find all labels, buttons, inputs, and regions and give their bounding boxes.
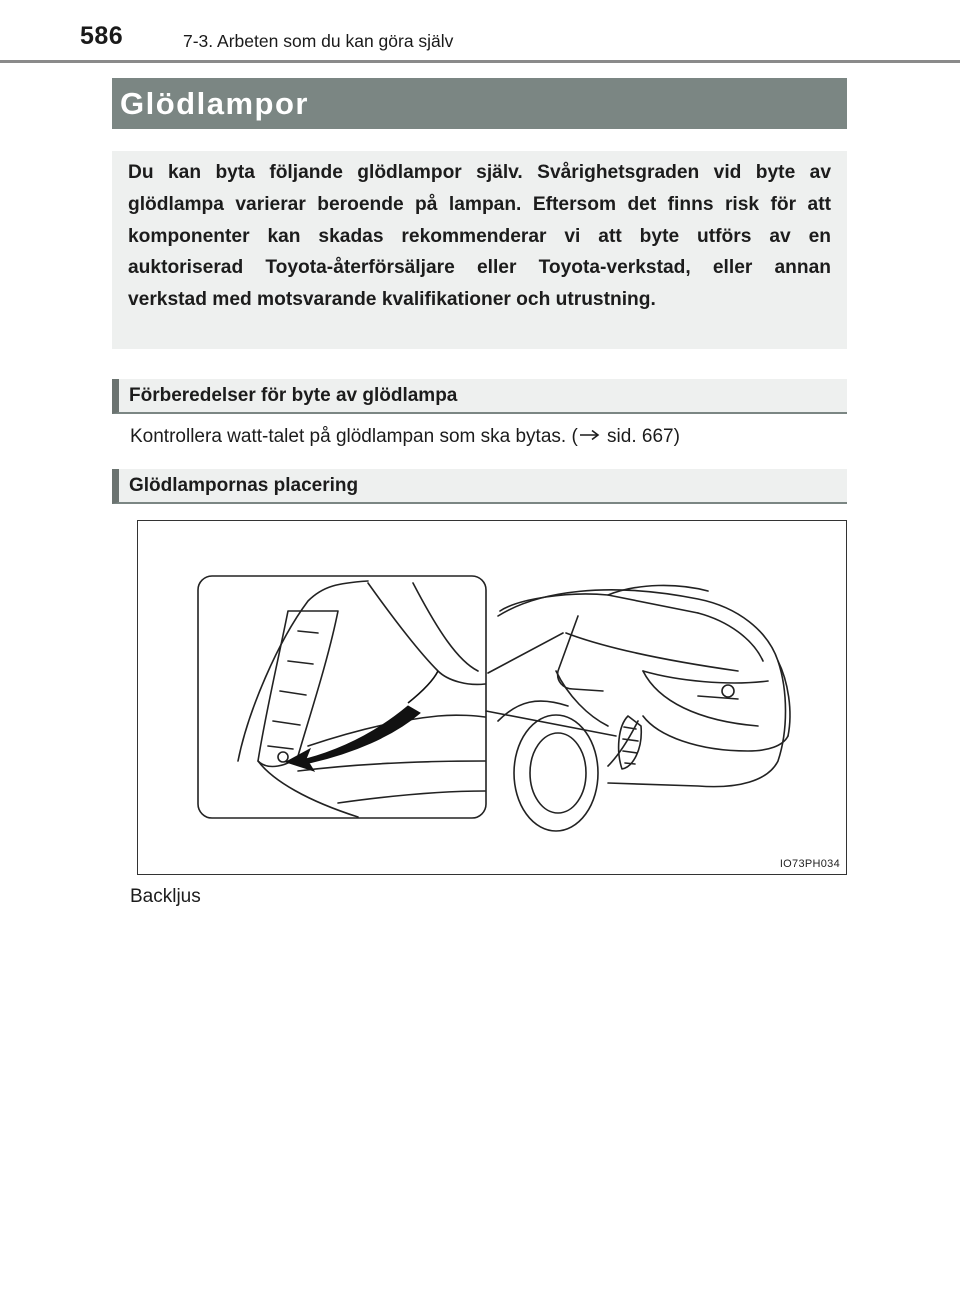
section-path: 7-3. Arbeten som du kan göra själv: [183, 31, 454, 51]
page-title: Glödlampor: [120, 85, 309, 121]
section-heading-text: Förberedelser för byte av glödlampa: [129, 384, 458, 406]
car-rear-illustration: [138, 521, 845, 873]
figure-code: IO73PH034: [779, 858, 840, 870]
intro-text: Du kan byta följande glödlampor själv. Svårighetsgraden vid byte av glödlampa varierar beroende på lampan. Eftersom det finns risk för att komponenter kan skadas rekommenderar vi att byte utförs av en auktoriserad Toyota-återförsäljare eller Toyota-verkstad, eller annan verkstad med motsvarande kvalifikationer och utrustning.: [128, 162, 831, 311]
section-heading-preparation: [112, 379, 847, 414]
preparation-text-before: Kontrollera watt-talet på glödlampan som ska bytas. (: [130, 426, 578, 448]
header-rule: [0, 60, 960, 63]
section-heading-text: Glödlampornas placering: [129, 474, 359, 496]
figure-caption: Backljus: [130, 886, 201, 907]
arrow-right-icon: [578, 426, 602, 448]
page-title-bar: [112, 78, 847, 129]
intro-box: [112, 151, 847, 349]
page-reference-link[interactable]: sid. 667): [601, 426, 680, 448]
bulb-location-figure: [137, 520, 847, 875]
preparation-text: [130, 426, 680, 448]
section-heading-placement: [112, 469, 847, 504]
page-number: 586: [80, 22, 124, 50]
